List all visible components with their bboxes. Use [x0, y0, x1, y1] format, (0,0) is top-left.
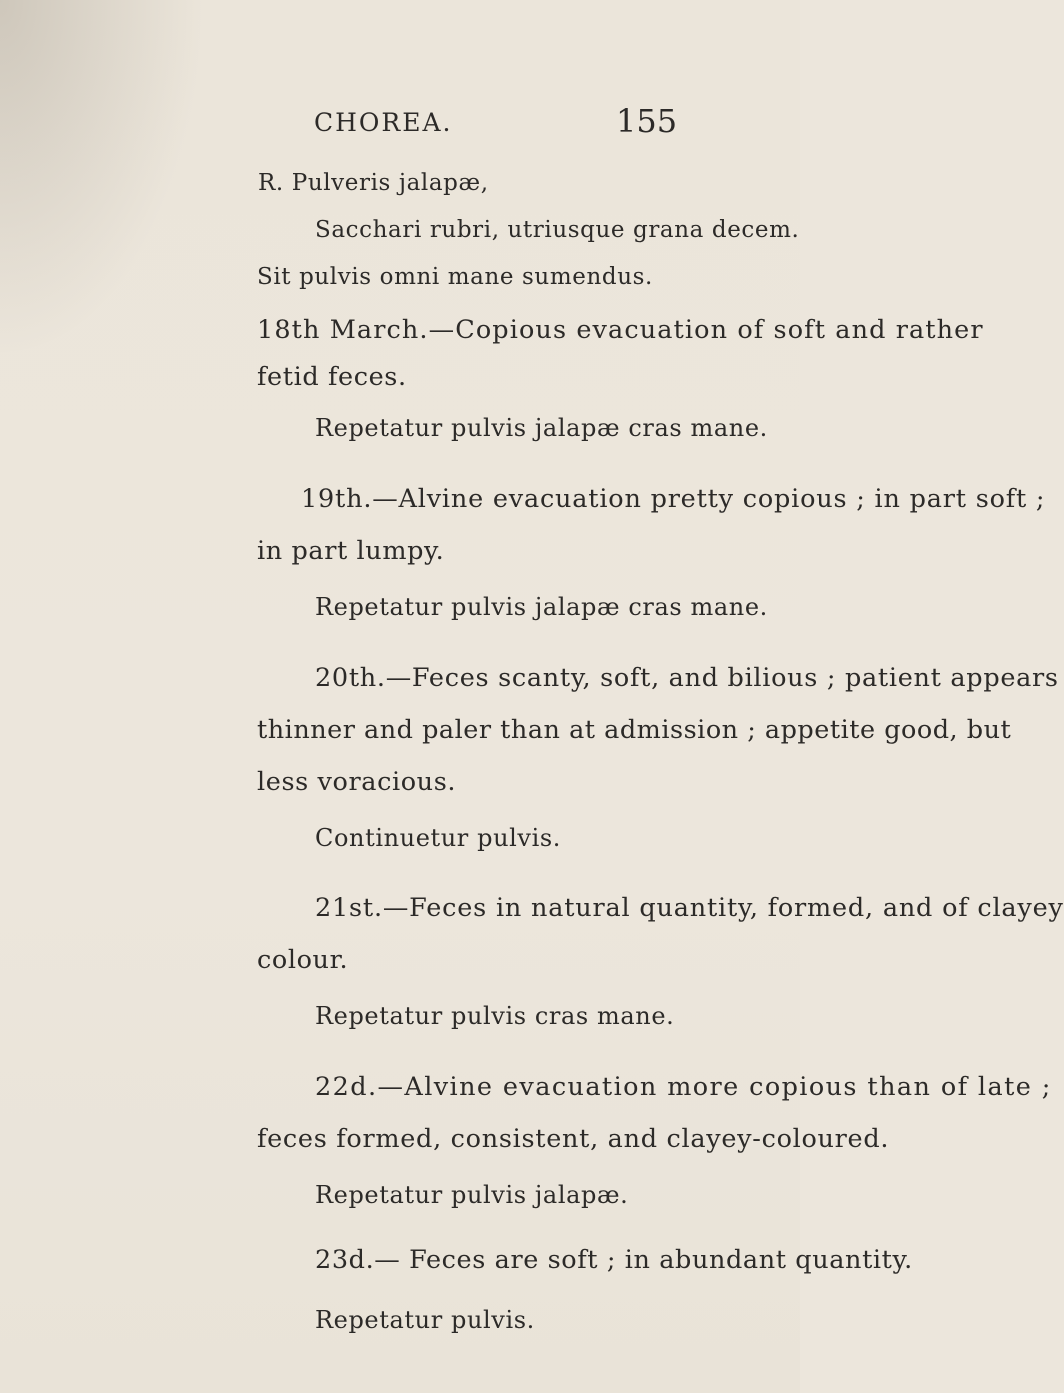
entry-23-order: Repetatur pulvis.: [315, 1306, 535, 1334]
prescription-line-2: Sacchari rubri, utriusque grana decem.: [315, 217, 800, 243]
prescription-line-1: R. Pulveris jalapæ,: [258, 170, 489, 196]
entry-21-order: Repetatur pulvis cras mane.: [315, 1002, 675, 1030]
entry-22-line-2: feces formed, consistent, and clayey-coloured.: [257, 1124, 890, 1154]
entry-18-line-1: 18th March.—Copious evacuation of soft and rather: [257, 315, 984, 345]
entry-21-line-2: colour.: [257, 945, 349, 975]
entry-19-line-1: 19th.—Alvine evacuation pretty copious ; in part soft ;: [301, 484, 1046, 514]
entry-20-order: Continuetur pulvis.: [315, 824, 561, 852]
page-number: 155: [616, 102, 678, 140]
entry-22-line-1: 22d.—Alvine evacuation more copious than of late ;: [315, 1072, 1052, 1102]
entry-18-order: Repetatur pulvis jalapæ cras mane.: [315, 414, 768, 442]
entry-20-line-3: less voracious.: [257, 767, 457, 797]
entry-22-order: Repetatur pulvis jalapæ.: [315, 1181, 629, 1209]
prescription-line-3: Sit pulvis omni mane sumendus.: [257, 264, 653, 290]
entry-21-line-1: 21st.—Feces in natural quantity, formed, and of clayey: [315, 893, 1064, 923]
entry-20-line-2: thinner and paler than at admission ; appetite good, but: [257, 715, 1012, 745]
running-head: [314, 102, 684, 148]
running-title: CHOREA.: [314, 108, 453, 137]
entry-20-line-1: 20th.—Feces scanty, soft, and bilious ; patient appears: [315, 663, 1059, 693]
entry-23-line-1: 23d.— Feces are soft ; in abundant quantity.: [315, 1245, 913, 1275]
entry-19-line-2: in part lumpy.: [257, 536, 445, 566]
entry-18-line-2: fetid feces.: [257, 362, 407, 392]
entry-19-order: Repetatur pulvis jalapæ cras mane.: [315, 593, 768, 621]
